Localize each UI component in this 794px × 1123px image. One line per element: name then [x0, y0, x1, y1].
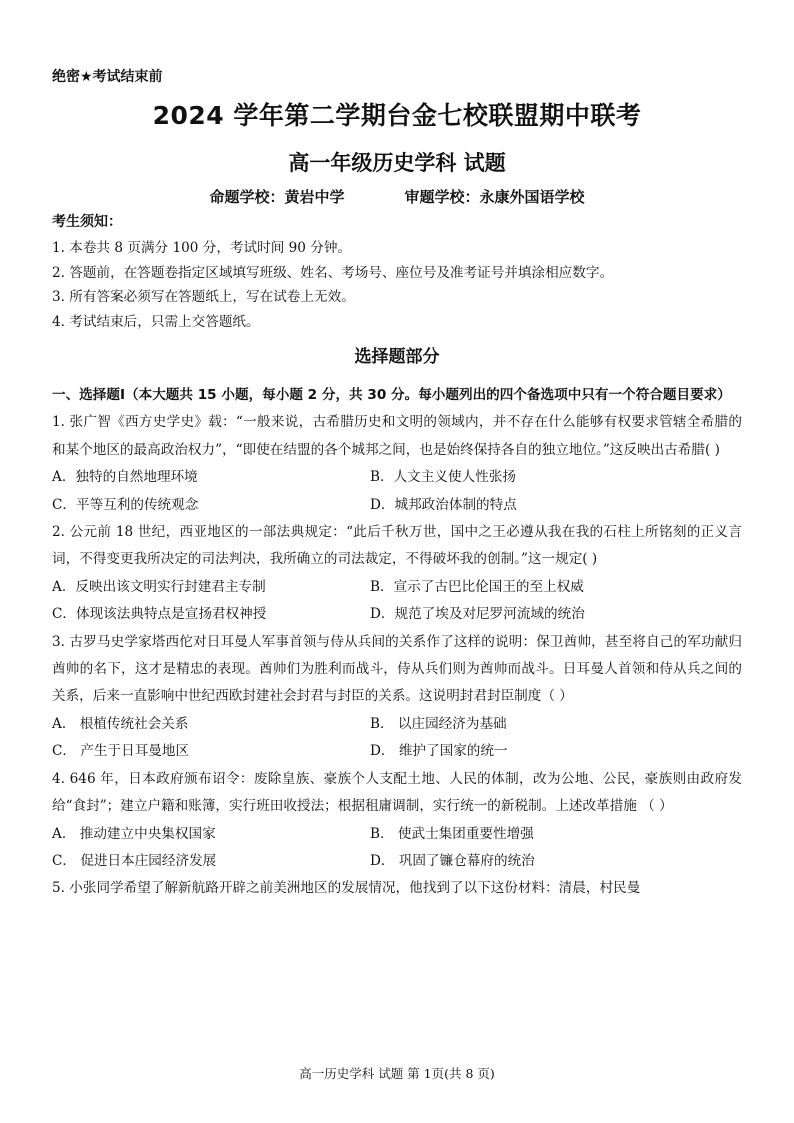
notice-item: 3. 所有答案必须写在答题纸上，写在试卷上无效。: [52, 289, 355, 306]
option-d: D．规范了埃及对尼罗河流域的统治: [370, 606, 585, 623]
question-options: [52, 821, 742, 848]
section-title: 选择题部分: [354, 347, 440, 367]
option-a: A．反映出该文明实行封建君主专制: [52, 578, 266, 595]
question-options: [52, 738, 742, 765]
option-c: C． 促进日本庄园经济发展: [52, 852, 217, 869]
question-options: [52, 492, 742, 519]
school-info: [0, 186, 794, 207]
option-b: B． 以庄园经济为基础: [370, 715, 507, 732]
question-options: [52, 711, 742, 738]
option-c: C．平等互利的传统观念: [52, 496, 199, 513]
option-b: B．宣示了古巴比伦国王的至上权威: [370, 578, 584, 595]
question-stem: 2. 公元前 18 世纪，西亚地区的一部法典规定：“此后千秋万世，国中之王必遵从我在我的石柱上所铭刻的正义言词，不得变更我所决定的司法判决，我所确立的司法裁定，不得破坏我的创制。”这一规定( ): [52, 524, 742, 568]
question-options: [52, 464, 742, 491]
question-stem: 5. 小张同学希望了解新航路开辟之前美洲地区的发展情况，他找到了以下这份材料：清晨，村民曼: [52, 880, 641, 897]
question-options: [52, 574, 742, 601]
option-b: B．人文主义使人性张扬: [370, 469, 516, 486]
notice-item: 2. 答题前，在答题卷指定区域填写班级、姓名、考场号、座位号及准考证号并填涂相应数字。: [52, 264, 614, 281]
question-stem: 3. 古罗马史学家塔西佗对日耳曼人军事首领与侍从兵间的关系作了这样的说明：保卫酋帅，甚至将自己的军功献归酋帅的名下，这才是精忠的表现。酋帅们为胜利而战斗，侍从兵们则为酋帅而战斗。日耳曼人首领和侍从兵之间的关系，后来一直影响中世纪西欧封建社会封君与封臣的关系。这说明封君封臣制度（ ）: [52, 633, 742, 705]
exam-title: 2024 学年第二学期台金七校联盟期中联考: [152, 101, 642, 130]
option-c: C．体现该法典特点是宣扬君权神授: [52, 606, 267, 623]
page-footer: 高一历史学科 试题 第 1页(共 8 页): [299, 1066, 495, 1081]
question-stem: 4. 646 年，日本政府颁布诏令：废除皇族、豪族个人支配土地、人民的体制，改为公地、公民，豪族则由政府发给“食封”；建立户籍和账簿，实行班田收授法；根据租庸调制，实行统一的新税制。上述改革措施 （ ）: [52, 770, 742, 815]
question-options: [52, 848, 742, 875]
option-c: C． 产生于日耳曼地区: [52, 743, 190, 760]
option-b: B． 使武士集团重要性增强: [370, 825, 534, 842]
option-a: A．独特的自然地理环境: [52, 469, 198, 486]
question-options: [52, 601, 742, 628]
question-stem: 1. 张广智《西方史学史》载：“一般来说，古希腊历史和文明的领域内，并不存在什么能够有权要求管辖全希腊的和某个地区的最高政治权力”，“即使在结盟的各个城邦之间，也是始终保持各自的独立地位。”这反映出古希腊( ): [52, 414, 742, 458]
notice-list: [52, 236, 752, 335]
option-d: D． 巩固了镰仓幕府的统治: [370, 852, 535, 869]
notice-item: 1. 本卷共 8 页满分 100 分，考试时间 90 分钟。: [52, 240, 352, 256]
questions-area: [52, 382, 742, 903]
reviewer-school: 审题学校：永康外国语学校: [404, 188, 585, 206]
notice-item: 4. 考试结束后，只需上交答题纸。: [52, 314, 260, 331]
option-d: D．城邦政治体制的特点: [370, 496, 517, 513]
exam-subtitle: 高一年级历史学科 试题: [288, 151, 506, 175]
option-d: D． 维护了国家的统一: [370, 743, 508, 760]
setter-school: 命题学校：黄岩中学: [209, 188, 345, 206]
secret-label: 绝密★考试结束前: [52, 69, 163, 85]
section-instruction: 一、选择题Ⅰ（本大题共 15 小题，每小题 2 分，共 30 分。每小题列出的四个备选项中只有一个符合题目要求）: [52, 387, 731, 403]
option-a: A． 根植传统社会关系: [52, 715, 189, 732]
notice-title: 考生须知：: [52, 214, 122, 230]
option-a: A． 推动建立中央集权国家: [52, 825, 216, 842]
